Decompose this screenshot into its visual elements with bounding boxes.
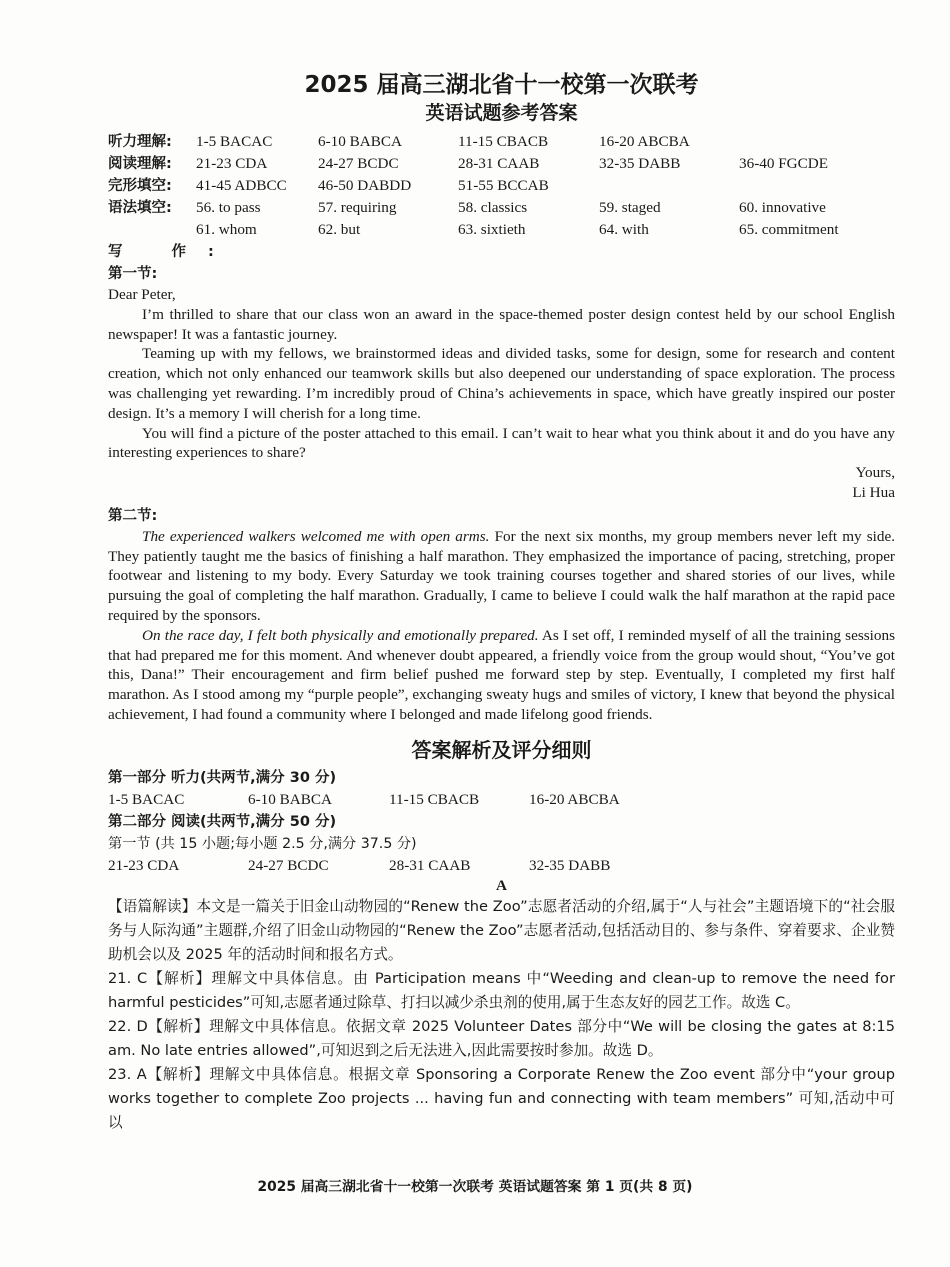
part1-answers (108, 789, 895, 811)
passage-intro: 【语篇解读】本文是一篇关于旧金山动物园的“Renew the Zoo”志愿者活动的介绍,属于“人与社会”主题语境下的“社会服务与人际沟通”主题群,介绍了旧金山动物园的“Renew the Zoo”志愿者活动,包括活动目的、参与条件、穿着要求、企业赞助机会以及 2025 年的活动时间和报名方式。 (108, 897, 895, 963)
answer-cell: 60. innovative (739, 199, 826, 216)
answer-cell: 24-27 BCDC (248, 856, 329, 874)
row-label: 完形填空: (108, 178, 172, 194)
answer-cell: 28-31 CAAB (389, 856, 471, 874)
answer-cell: 6-10 BABCA (318, 133, 402, 150)
answer-cell: 58. classics (458, 199, 528, 216)
answer-cell: 16-20 ABCBA (599, 133, 690, 150)
answer-cell (599, 175, 739, 197)
letter-closing: Yours, (855, 464, 895, 482)
story-lead-sentence: The experienced walkers welcomed me with open arms. (142, 527, 490, 545)
section1-heading: 第一节 (共 15 小题;每小题 2.5 分,满分 37.5 分) (108, 835, 417, 852)
answer-row-reading (108, 153, 895, 175)
answer-cell: 6-10 BABCA (248, 790, 332, 808)
answer-cell: 32-35 DABB (529, 856, 611, 874)
answer-row-grammar (108, 197, 895, 219)
question-23-analysis: 23. A【解析】理解文中具体信息。根据文章 Sponsoring a Corporate Renew the Zoo event 部分中“your group works together to complete Zoo projects ... having fun and connecting with team members” 可知,活动中可以 (108, 1065, 895, 1131)
story-text: As I set off, I reminded myself of all the training sessions that had prepared me for this moment. And whenever doubt appeared, a friendly voice from the group would shout, “You’ve got this, Dana!” Their encouragement and firm belief pushed me forward step by step. Eventually, I completed my first half marathon. As I stood among my “purple people”, exchanging sweaty hugs and smiles of victory, I knew that beyond the physical achievement, I had found a community where I belonged and made lifelong good friends. (108, 626, 895, 723)
answer-cell: 41-45 ADBCC (196, 177, 287, 194)
story-text: For the next six months, my group members never left my side. They patiently taught me the basics of finishing a half marathon. They emphasized the importance of pacing, stretching, proper footwear and listening to my body. Every Saturday we took training courses together and shared stories of our lives, while pursuing the goal of completing the half marathon. Gradually, I came to believe I could walk the half marathon at the rapid pace required by the sponsors. (108, 527, 895, 624)
letter-paragraph: Teaming up with my fellows, we brainstormed ideas and divided tasks, some for design, some for research and content creation, which not only enhanced our teamwork skills but also deepened our understanding of space exploration. The process was challenging yet rewarding. I’m incredibly proud of China’s achievements in space, which have greatly inspired our poster design. It’s a memory I will cherish for a long time. (108, 345, 895, 422)
letter-signature: Li Hua (852, 483, 895, 501)
answer-cell: 28-31 CAAB (458, 155, 540, 172)
answer-cell: 65. commitment (739, 221, 839, 238)
answer-cell: 21-23 CDA (108, 856, 180, 874)
row-label: 阅读理解: (108, 156, 172, 172)
story-paragraph (108, 626, 895, 725)
answer-cell (739, 131, 895, 153)
row-label: 语法填空: (108, 200, 172, 216)
letter (108, 285, 895, 503)
answer-cell: 11-15 CBACB (389, 790, 480, 808)
page-footer: 2025 届高三湖北省十一校第一次联考 英语试题答案 第 1 页(共 8 页) (257, 1179, 693, 1195)
question-21-analysis: 21. C【解析】理解文中具体信息。由 Participation means 中“Weeding and clean-up to remove the need for harmful pesticides”可知,志愿者通过除草、打扫以减少杀虫剂的使用,属于生态友好的园艺工作。故选 C。 (108, 969, 895, 1011)
answer-cell: 1-5 BACAC (108, 790, 185, 808)
part2-heading: 第二部分 阅读(共两节,满分 50 分) (108, 813, 337, 830)
row-label (108, 219, 196, 241)
answer-cell: 62. but (318, 221, 361, 238)
answer-cell: 56. to pass (196, 199, 261, 216)
answer-row-grammar-2 (108, 219, 895, 241)
answer-cell: 57. requiring (318, 199, 397, 216)
answer-cell: 64. with (599, 221, 649, 238)
answer-cell: 21-23 CDA (196, 155, 268, 172)
question-22-analysis: 22. D【解析】理解文中具体信息。依据文章 2025 Volunteer Dates 部分中“We will be closing the gates at 8:15 am. No late entries allowed”,可知迟到之后无法进入,因此需要按时参加。故选 D。 (108, 1017, 895, 1059)
answer-cell: 61. whom (196, 221, 257, 238)
page-title: 2025 届高三湖北省十一校第一次联考 (304, 72, 699, 98)
part1-heading: 第一部分 听力(共两节,满分 30 分) (108, 769, 337, 786)
letter-paragraph: You will find a picture of the poster attached to this email. I can’t wait to hear what you think about it and do you have any interesting experiences to share? (108, 424, 895, 462)
letter-paragraph: I’m thrilled to share that our class won an award in the space-themed poster design contest held by our school English newspaper! It was a fantastic journey. (108, 305, 895, 343)
story-lead-sentence: On the race day, I felt both physically and emotionally prepared. (142, 626, 539, 644)
answer-key-table (108, 131, 895, 241)
answer-cell: 46-50 DABDD (318, 177, 412, 194)
story-paragraph (108, 527, 895, 626)
answer-cell: 36-40 FGCDE (739, 155, 829, 172)
continuation-story (108, 527, 895, 725)
answer-cell: 24-27 BCDC (318, 155, 399, 172)
section1-answers (108, 855, 895, 877)
row-label: 听力理解: (108, 134, 172, 150)
analysis-title: 答案解析及评分细则 (411, 737, 592, 762)
answer-cell: 1-5 BACAC (196, 133, 273, 150)
answer-row-listening (108, 131, 895, 153)
writing-heading: 写 作: (108, 244, 236, 260)
answer-cell: 32-35 DABB (599, 155, 681, 172)
answer-cell (739, 175, 895, 197)
answer-cell: 11-15 CBACB (458, 133, 549, 150)
passage-letter: A (496, 876, 507, 894)
answer-cell: 51-55 BCCAB (458, 177, 549, 194)
letter-salutation: Dear Peter, (108, 286, 176, 303)
page-subtitle: 英语试题参考答案 (425, 102, 578, 124)
writing-part2-heading: 第二节: (108, 507, 158, 524)
answer-cell: 59. staged (599, 199, 661, 216)
answer-cell: 63. sixtieth (458, 221, 526, 238)
answer-row-cloze (108, 175, 895, 197)
answer-cell: 16-20 ABCBA (529, 790, 620, 808)
writing-part1-heading: 第一节: (108, 266, 158, 282)
